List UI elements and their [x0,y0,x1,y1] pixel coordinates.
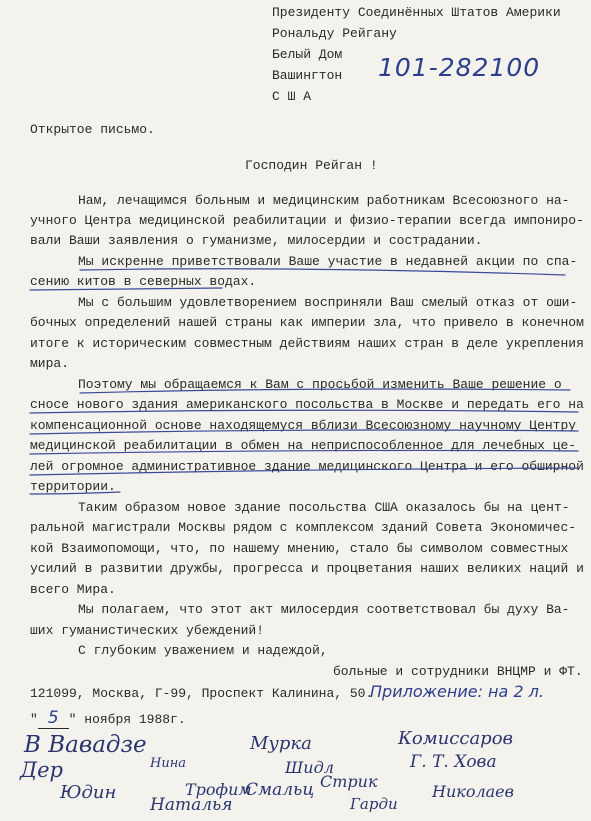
signature: Юдин [60,782,117,803]
date-close-quote: " [68,712,77,727]
body-line: ральной магистрали Москвы рядом с комплексом зданий Совета Экономичес- [30,520,577,535]
body-line: Мы с большим удовлетворением восприняли Ваш смелый отказ от оши- [78,295,578,310]
signature: В Вавадзе [24,732,147,758]
sender-line: больные и сотрудники ВНЦМР и ФТ. [333,664,583,679]
body-line: бочных определений нашей страны как империи зла, что привело в конечном [30,315,584,330]
signature: Нина [150,756,187,771]
signature: Комиссаров [398,728,514,749]
handwritten-reference-number: 101-282100 [378,53,541,82]
signature: Николаев [432,782,514,801]
underline-stroke [80,389,570,393]
underline-stroke [80,269,565,275]
signature: Гарди [350,795,398,813]
signature: Г. Т. Хова [410,752,497,772]
attachment-note: Приложение: на 2 л. [370,682,544,701]
underline-stroke [30,492,120,494]
salutation: Господин Рейган ! [245,158,378,173]
underline-stroke [30,288,222,290]
open-letter-label: Открытое письмо. [30,122,155,137]
recipient-line-3: Белый Дом [272,47,343,62]
body-line: территории. [30,479,116,494]
signature: Шидл [285,758,334,777]
signature: Наталья [150,795,233,815]
underline-stroke [30,410,578,413]
body-line: Поэтому мы обращаемся к Вам с просьбой изменить Ваше решение о [78,377,562,392]
underline-stroke [30,450,578,454]
signature: Стрик [320,772,378,791]
body-line: кой Взаимопомощи, что, по нашему мнению, стало бы символом совместных [30,541,569,556]
body-line: компенсационной основе находящемуся вблизи Всесоюзному научному Центру [30,418,577,433]
signature: Трофим [185,780,252,799]
recipient-line-5: С Ш А [272,89,312,104]
body-line: ших гуманистических убеждений! [30,623,265,638]
body-line: учного Центра медицинской реабилитации и физио-терапии всегда импониро- [30,213,584,228]
body-line: Таким образом новое здание посольства США оказалось бы на цент- [78,500,570,515]
signature: Дер [20,758,63,782]
date-month-year: ноября 1988г. [84,712,186,727]
body-line: усилий в развитии дружбы, прогресса и процветания наших великих наций и [30,561,584,576]
underline-stroke [30,430,578,434]
recipient-line-1: Президенту Соединённых Штатов Америки [272,5,561,20]
underline-stroke [30,468,578,475]
recipient-line-4: Вашингтон [272,68,343,83]
signature: Смальц [245,780,315,800]
signature: Мурка [250,733,312,754]
body-line: Мы полагаем, что этот акт милосердия соответствовал бы духу Ва- [78,602,570,617]
recipient-line-2: Рональду Рейгану [272,26,397,41]
body-line: С глубоким уважением и надеждой, [78,643,328,658]
date-line [30,708,186,728]
body-line: сению китов в северных водах. [30,274,257,289]
body-line: Нам, лечащимся больным и медицинским работникам Всесоюзного на- [78,193,570,208]
body-line: мира. [30,356,70,371]
body-line: всего Мира. [30,582,116,597]
date-open-quote: " [30,712,38,727]
body-line: вали Ваши заявления о гуманизме, милосердии и сострадании. [30,233,483,248]
body-line: медицинской реабилитации в обмен на неприспособленное для лечебных це- [30,438,577,453]
body-line: сносе нового здания американского посольства в Москве и передать его на [30,397,584,412]
body-line: итоге к историческим совместным действиям наших стран в деле укрепления [30,336,584,351]
body-line: Мы искренне приветствовали Ваше участие в недавней акции по спа- [78,254,578,269]
body-line: лей огромное административное здание медицинского Центра и его обширной [30,459,584,474]
date-day: 5 [38,708,69,729]
postal-address: 121099, Москва, Г-99, Проспект Калинина, 50. [30,686,374,701]
